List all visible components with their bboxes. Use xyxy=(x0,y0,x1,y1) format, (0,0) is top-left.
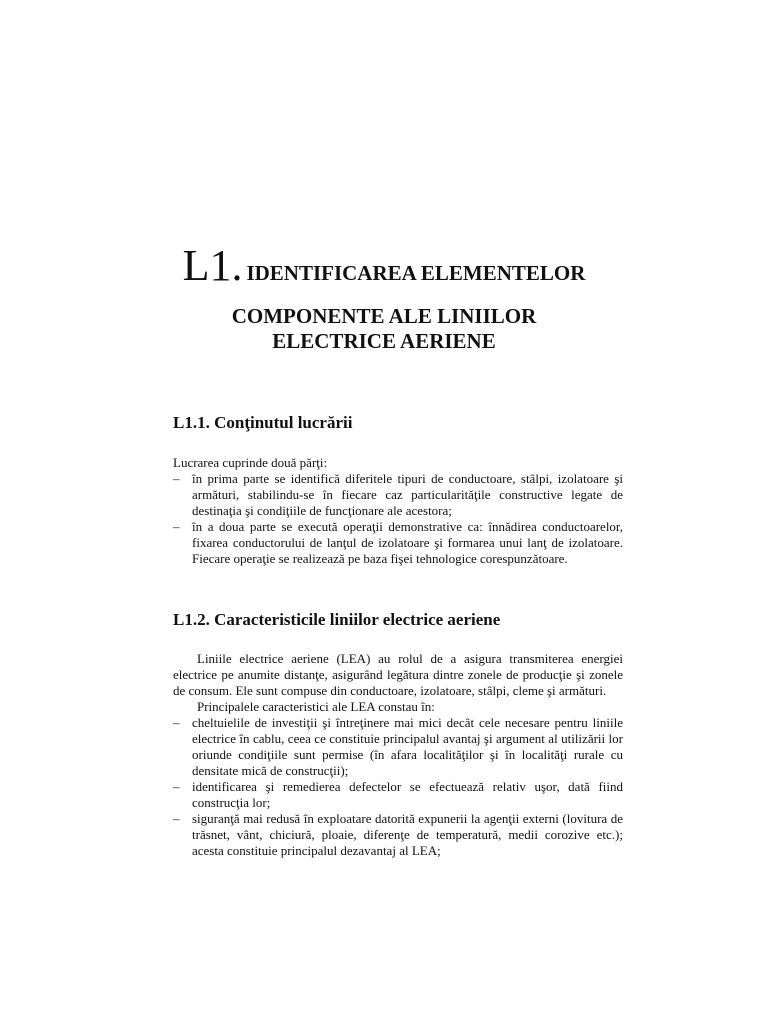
section-heading-1-1: L1.1. Conţinutul lucrării xyxy=(173,413,353,432)
list-item-text: în prima parte se identifică diferitele tipuri de conductoare, stâlpi, izolatoare şi armături, stabilindu-se în fiecare caz particularităţile constructive legate de destinaţia şi condiţiile de funcţionare ale acestora; xyxy=(192,471,623,518)
list-item xyxy=(173,779,623,811)
list-item xyxy=(173,811,623,859)
chapter-title-text-line1: IDENTIFICAREA ELEMENTELOR xyxy=(246,261,586,285)
chapter-title-text-line3: ELECTRICE AERIENE xyxy=(272,329,496,353)
chapter-title xyxy=(0,238,768,354)
list-item-text: identificarea şi remedierea defectelor se efectuează relativ uşor, dată fiind construcţia lor; xyxy=(192,779,623,810)
section-1-2-body xyxy=(173,651,623,859)
chapter-code: L1. xyxy=(182,241,243,290)
dash-bullet: – xyxy=(173,715,180,730)
dash-bullet: – xyxy=(173,779,180,794)
chapter-title-text-line2: COMPONENTE ALE LINIILOR xyxy=(231,304,537,328)
dash-bullet: – xyxy=(173,471,180,486)
list-item xyxy=(173,715,623,779)
chapter-title-line1 xyxy=(0,238,768,304)
list-item xyxy=(173,471,623,519)
list-item-text: cheltuielile de investiţii şi întreţinere mai mici decât cele necesare pentru liniile electrice în cablu, ceea ce constituie principalul avantaj şi argument al utilizării lor oriunde condiţiile sunt permise (în afara localităţilor şi în localităţi rurale cu densitate mică de construcţii); xyxy=(192,715,623,778)
section-1-1-list xyxy=(173,471,623,567)
list-item xyxy=(173,519,623,567)
dash-bullet: – xyxy=(173,811,180,826)
section-1-2-paragraph-2: Principalele caracteristici ale LEA constau în: xyxy=(197,699,435,714)
section-1-2-list xyxy=(173,715,623,859)
list-item-text: siguranţă mai redusă în exploatare datorită expunerii la agenţii externi (lovitura de trăsnet, vânt, chiciură, ploaie, diferenţe de temperatură, medii corozive etc.); acesta constituie principalul dezavantaj al LEA; xyxy=(192,811,623,858)
section-1-1-body xyxy=(173,455,623,567)
dash-bullet: – xyxy=(173,519,180,534)
list-item-text: în a doua parte se execută operaţii demonstrative ca: înnădirea conductoarelor, fixarea conductorului de lanţul de izolatoare şi formarea unui lanţ de izolatoare. Fiecare operaţie se realizează pe baza fişei tehnologice corespunzătoare. xyxy=(192,519,623,566)
section-1-1-intro: Lucrarea cuprinde două părţi: xyxy=(173,455,328,470)
section-heading-1-2: L1.2. Caracteristicile liniilor electrice aeriene xyxy=(173,610,501,629)
section-1-2-paragraph-1: Liniile electrice aeriene (LEA) au rolul de a asigura transmiterea energiei electrice pe anumite distanţe, asigurând legătura dintre zonele de producţie şi zonele de consum. Ele sunt compuse din conductoare, izolatoare, stâlpi, cleme şi armături. xyxy=(173,651,623,698)
